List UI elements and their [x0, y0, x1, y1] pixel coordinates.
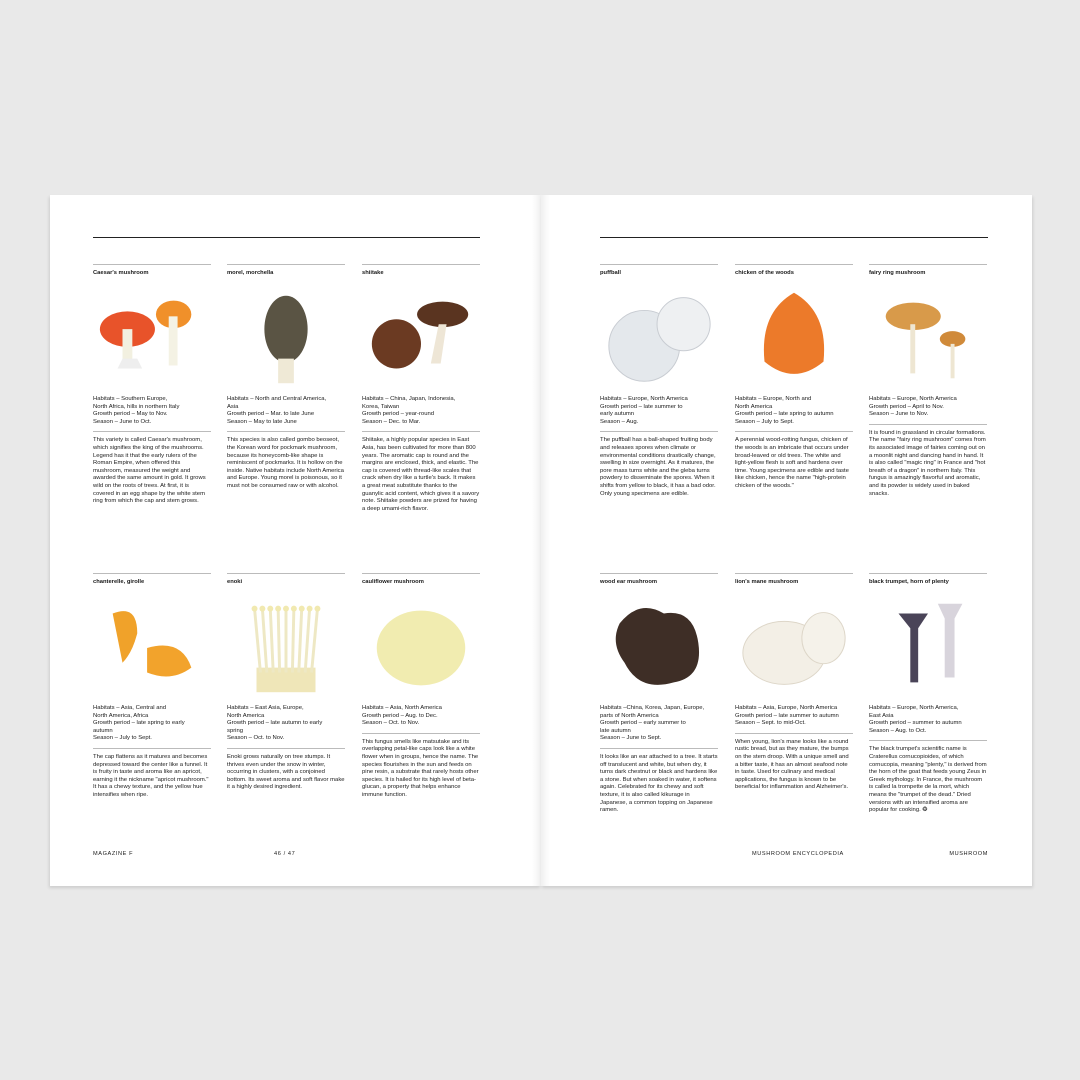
- left-page: [50, 195, 541, 886]
- entry-separator: [600, 431, 718, 432]
- entry-rule: [93, 264, 211, 265]
- illustration-frame: [93, 280, 211, 392]
- mushroom-illustration: [735, 284, 853, 389]
- entry-separator: [735, 733, 853, 734]
- entry-description: The puffball has a ball-shaped fruiting body and releases spores when climate or environmental conditions drastically change, swelling in size overnight. As it matures, the pore mass turns white and the gleba turns powdery to disseminate the spores. When it shifts from yellow to black, it has a bad odor. Only young specimens are edible.: [600, 437, 716, 497]
- entry-rule: [869, 573, 987, 574]
- right-page: [541, 195, 1032, 886]
- entry-rule: [93, 573, 211, 574]
- mushroom-entry: [93, 573, 211, 800]
- entry-info: Habitats – North and Central America, Asia Growth period – Mar. to late June Season – May to late June: [227, 396, 327, 425]
- entry-info: Habitats –China, Korea, Japan, Europe, parts of North America Growth period – early summer to late autumn Season – June to Sept.: [600, 705, 705, 742]
- entry-title: lion's mane mushroom: [735, 579, 799, 585]
- entry-rule: [735, 573, 853, 574]
- entry-title: fairy ring mushroom: [869, 270, 926, 276]
- illustration-frame: [227, 280, 345, 392]
- entry-title: shiitake: [362, 270, 384, 276]
- entry-separator: [227, 431, 345, 432]
- entry-title: enoki: [227, 579, 243, 585]
- entry-separator: [869, 424, 987, 425]
- entry-separator: [600, 748, 718, 749]
- illustration-frame: [869, 280, 987, 392]
- mushroom-entry: [362, 264, 480, 513]
- entry-title: black trumpet, horn of plenty: [869, 579, 949, 585]
- illustration-frame: [93, 589, 211, 701]
- entry-description: The black trumpet's scientific name is Craterellus cornucopioides, of which cornucopia, meaning "plenty," is derived from the horn of the goat that feeds young Zeus in Greek mythology. In France, the mushroom is called la trompette de la mort, which means the "trumpet of the dead." Dried versions with an intensified aroma are popular for cooking. ❂: [869, 746, 987, 814]
- entry-rule: [735, 264, 853, 265]
- mushroom-illustration: [600, 593, 718, 698]
- mushroom-entry: [869, 573, 987, 815]
- entry-description: The cap flattens as it matures and becomes depressed toward the center like a funnel. It is fruity in taste and aroma like an apricot, earning it the nickname "apricot mushroom." It has a chewy texture, and the yellow hue intensifies when ripe.: [93, 753, 209, 798]
- mushroom-entry: [869, 264, 987, 498]
- entry-title: chanterelle, girolle: [93, 579, 145, 585]
- entry-info: Habitats – Asia, Central and North America, Africa Growth period – late spring to early autumn Season – July to Sept.: [93, 705, 185, 742]
- mushroom-illustration: [600, 284, 718, 389]
- entry-info: Habitats – Europe, North America Growth period – April to Nov. Season – June to Nov.: [869, 396, 957, 418]
- entry-separator: [869, 740, 987, 741]
- entry-description: A perennial wood-rotting fungus, chicken of the woods is an imbricate that occurs under broad-leaved or old trees. The white and light-yellow flesh is soft and hardens over time. Young specimens are edible and taste like chicken, hence the name "high-protein chicken of the woods.": [735, 437, 849, 489]
- entry-title: cauliflower mushroom: [362, 579, 424, 585]
- entry-title: chicken of the woods: [735, 270, 794, 276]
- mushroom-illustration: [93, 284, 211, 389]
- mushroom-illustration: [869, 284, 987, 389]
- entry-info: Habitats – Asia, Europe, North America Growth period – late summer to autumn Season – Sept. to mid-Oct.: [735, 705, 839, 727]
- entry-rule: [600, 264, 718, 265]
- entry-description: This fungus smells like matsutake and its overlapping petal-like caps look like a white flower when in groups, hence the name. The species flourishes in the sun and feeds on pine resin, a substrate that rarely hosts other species. It is hailed for its high level of beta-glucan, a property that helps enhance immune function.: [362, 738, 479, 798]
- entry-info: Habitats – Europe, North America Growth period – late summer to early autumn Season – Aug.: [600, 396, 688, 425]
- illustration-frame: [735, 280, 853, 392]
- entry-title: puffball: [600, 270, 621, 276]
- top-rule: [93, 237, 480, 238]
- footer-section: MUSHROOM ENCYCLOPEDIA: [752, 851, 844, 857]
- entry-rule: [869, 264, 987, 265]
- top-rule: [600, 237, 988, 238]
- spine-shadow: [532, 195, 550, 886]
- mushroom-entry: [362, 573, 480, 800]
- mushroom-entry: [600, 264, 718, 498]
- footer-topic: MUSHROOM: [949, 851, 988, 857]
- footer-page-numbers: 46 / 47: [274, 851, 296, 857]
- entry-info: Habitats – Asia, North America Growth period – Aug. to Dec. Season – Oct. to Nov.: [362, 705, 442, 727]
- mushroom-illustration: [362, 284, 480, 389]
- mushroom-illustration: [735, 593, 853, 698]
- entry-title: morel, morchella: [227, 270, 274, 276]
- illustration-frame: [600, 280, 718, 392]
- entry-title: Caesar's mushroom: [93, 270, 149, 276]
- illustration-frame: [600, 589, 718, 701]
- mushroom-entry: [735, 573, 853, 792]
- entry-description: It is found in grassland in circular formations. The name "fairy ring mushroom" comes from its associated image of fairies coming out on a moonlit night and dancing hand in hand. It is also called "magic ring" in France and "hot breath of a dragon" in northern Italy. This fungus is amazingly flavorful and aromatic, and its powder is widely used in baked snacks.: [869, 429, 986, 497]
- mushroom-illustration: [93, 593, 211, 698]
- entry-info: Habitats – Europe, North America, East Asia Growth period – summer to autumn Season – Aug. to Oct.: [869, 705, 962, 734]
- entry-separator: [227, 748, 345, 749]
- entry-separator: [362, 431, 480, 432]
- entry-description: Shiitake, a highly popular species in East Asia, has been cultivated for more than 800 years. The aromatic cap is round and the margins are enclosed, thick, and elastic. The cap is covered with thread-like scales that crack when dry like a turtle's back. It makes a great meat substitute thanks to the guanylic acid content, which gives it a savory note. Shiitake powders are prized for having a deep umami-rich flavor.: [362, 437, 480, 512]
- entry-title: wood ear mushroom: [600, 579, 658, 585]
- entry-description: When young, lion's mane looks like a round rustic bread, but as they mature, the bumps on the stem droop. With a unique smell and a bitter taste, it has an almost seafood note in taste. Used for culinary and medical applications, the fungus is known to be beneficial for inflammation and Alzheimer's.: [735, 738, 849, 791]
- illustration-frame: [227, 589, 345, 701]
- mushroom-entry: [227, 264, 345, 491]
- mushroom-entry: [600, 573, 718, 815]
- entry-separator: [362, 733, 480, 734]
- mushroom-entry: [227, 573, 345, 792]
- mushroom-illustration: [869, 593, 987, 698]
- entry-description: Enoki grows naturally on tree stumps. It thrives even under the snow in winter, occurring in clusters, with a conjoined bottom. Its sweet aroma and soft flavor make it a highly desired ingredient.: [227, 753, 345, 791]
- entry-info: Habitats – East Asia, Europe, North America Growth period – late autumn to early spring Season – Oct. to Nov.: [227, 705, 323, 742]
- mushroom-illustration: [227, 593, 345, 698]
- footer-magazine-name: MAGAZINE F: [93, 851, 134, 857]
- mushroom-entry: [735, 264, 853, 491]
- entry-description: This species is also called gombo beoseot, the Korean word for pockmark mushroom, because its honeycomb-like shape is reminiscent of pockmarks. It is hollow on the inside. Native habitats include North America and Europe. Young morel is poisonous, so it must not be consumed raw or with alcohol.: [227, 437, 344, 489]
- mushroom-entry: [93, 264, 211, 506]
- illustration-frame: [362, 280, 480, 392]
- mushroom-illustration: [227, 284, 345, 389]
- illustration-frame: [735, 589, 853, 701]
- entry-separator: [93, 748, 211, 749]
- entry-rule: [362, 573, 480, 574]
- entry-rule: [227, 573, 345, 574]
- illustration-frame: [869, 589, 987, 701]
- entry-rule: [227, 264, 345, 265]
- entry-info: Habitats – China, Japan, Indonesia, Korea, Taiwan Growth period – year-round Season – Dec. to Mar.: [362, 396, 456, 425]
- entry-info: Habitats – Southern Europe, North Africa, hills in northern Italy Growth period – May to Nov. Season – June to Oct.: [93, 396, 180, 425]
- entry-separator: [735, 431, 853, 432]
- entry-rule: [362, 264, 480, 265]
- entry-description: This variety is called Caesar's mushroom, which signifies the king of the mushrooms. Legend has it that the early rulers of the Roman Empire, when offered this mushroom, measured the weight and awarded the same amount in gold. It grows wild on the roots of trees. At first, it is covered in an egg shape by the white stem ring from which the cap and stem grows.: [93, 437, 206, 505]
- entry-info: Habitats – Europe, North and North America Growth period – late spring to autumn Season – July to Sept.: [735, 396, 834, 425]
- illustration-frame: [362, 589, 480, 701]
- mushroom-illustration: [362, 593, 480, 698]
- entry-rule: [600, 573, 718, 574]
- entry-separator: [93, 431, 211, 432]
- entry-description: It looks like an ear attached to a tree. It starts off translucent and white, but when dry, it turns dark chestnut or black and hardens like a stone. But when soaked in water, it softens again. Celebrated for its chewy and soft texture, it is also called kikurage in Japanese, a common topping on Japanese ramen.: [600, 753, 718, 814]
